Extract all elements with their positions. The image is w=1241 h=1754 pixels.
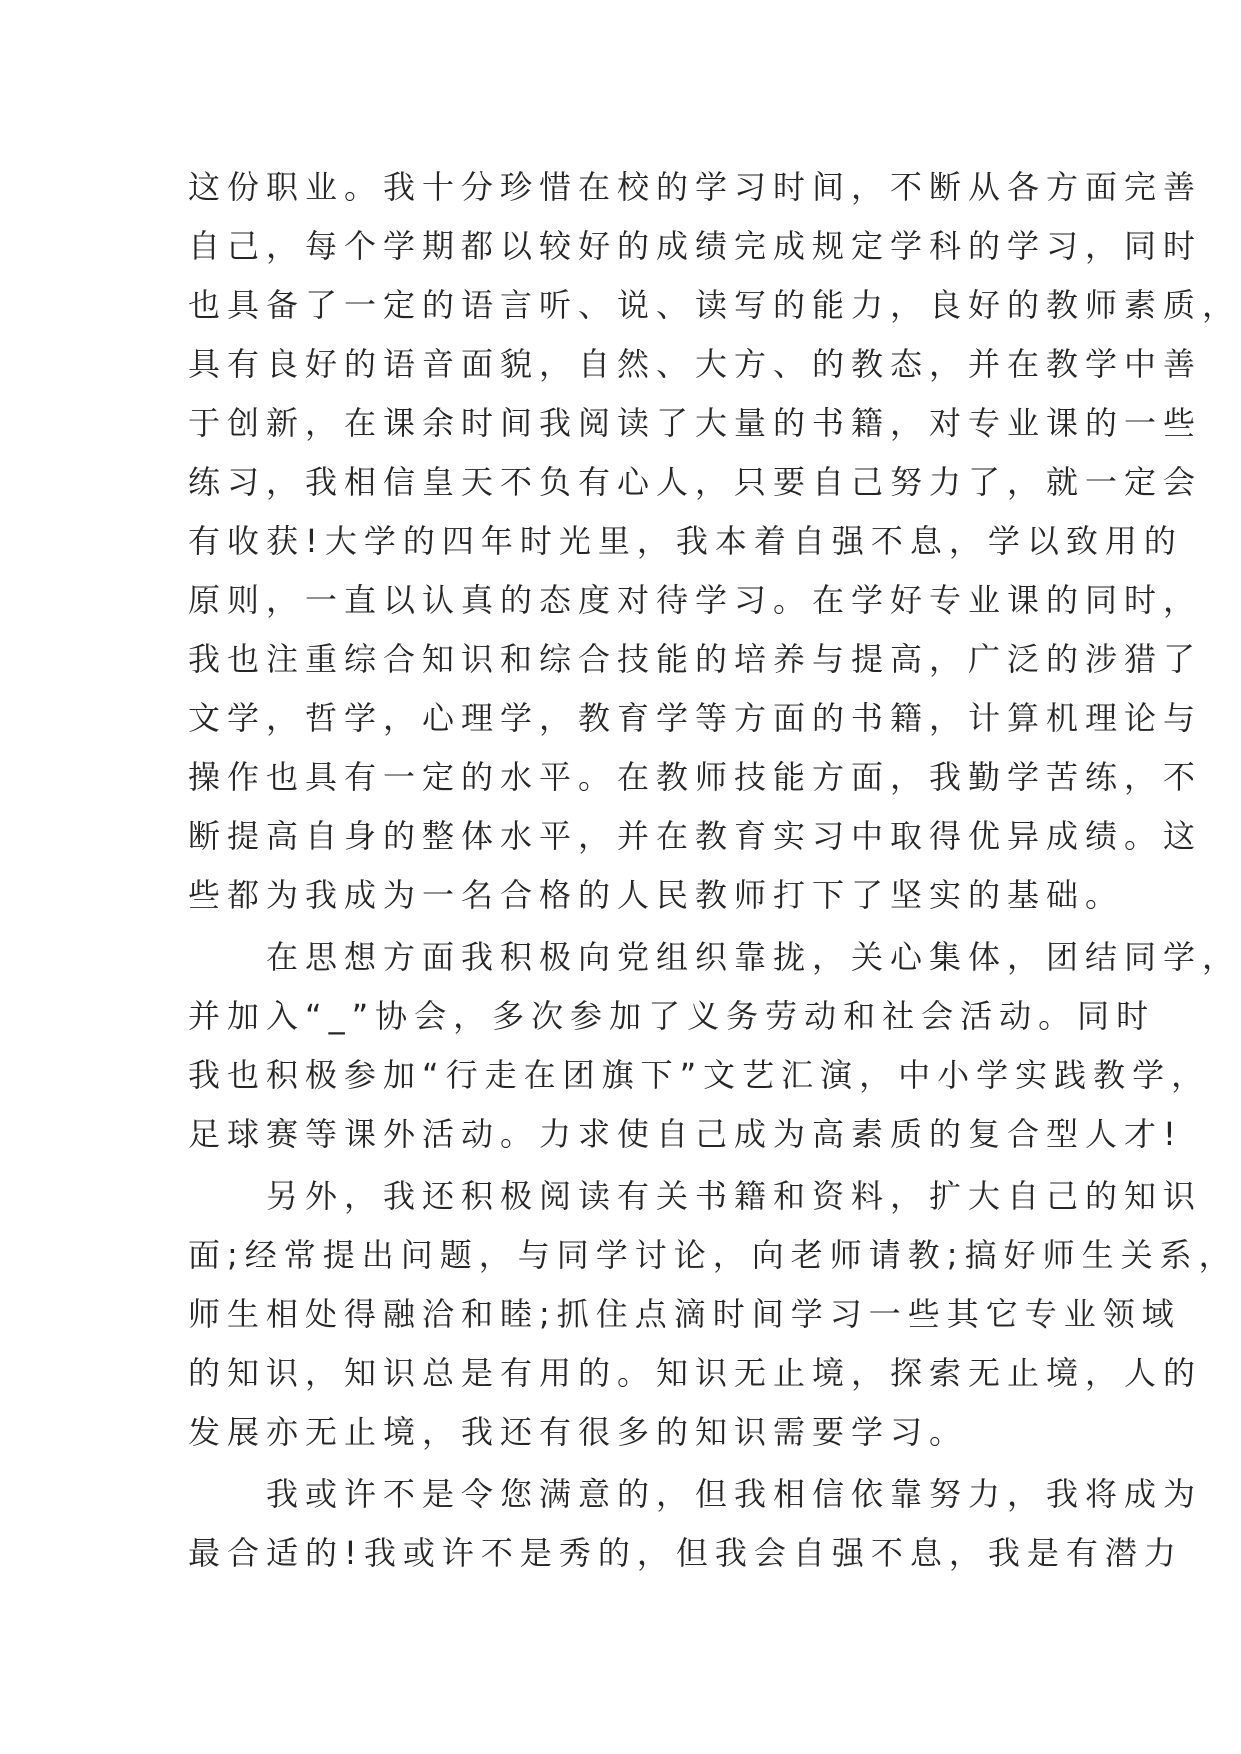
text-line: 操作也具有一定的水平。在教师技能方面，我勤学苦练，不 [188, 758, 1203, 796]
text-line: 原则，一直以认真的态度对待学习。在学好专业课的同时， [188, 581, 1203, 619]
text-line: 自己，每个学期都以较好的成绩完成规定学科的学习，同时 [188, 227, 1203, 265]
text-line: 最合适的!我或许不是秀的，但我会自强不息，我是有潜力 [188, 1534, 1183, 1572]
text-line: 师生相处得融洽和睦;抓住点滴时间学习一些其它专业领域 [188, 1295, 1181, 1333]
text-line: 面;经常提出问题，与同学讨论，向老师请教;搞好师生关系， [188, 1236, 1238, 1274]
text-line: 有收获!大学的四年时光里，我本着自强不息，学以致用的 [188, 522, 1183, 560]
text-line: 这份职业。我十分珍惜在校的学习时间，不断从各方面完善 [188, 168, 1203, 206]
text-line: 练习，我相信皇天不负有心人，只要自己努力了，就一定会 [188, 463, 1203, 501]
paragraph-4 [188, 1465, 1203, 1583]
text-line: 在思想方面我积极向党组织靠拢，关心集体，团结同学， [266, 938, 1241, 976]
text-line: 并加入“_”协会，多次参加了义务劳动和社会活动。同时 [188, 997, 1156, 1035]
text-line: 发展亦无止境，我还有很多的知识需要学习。 [188, 1413, 969, 1451]
text-line: 另外，我还积极阅读有关书籍和资料，扩大自己的知识 [266, 1177, 1203, 1215]
text-line: 些都为我成为一名合格的人民教师打下了坚实的基础。 [188, 876, 1125, 914]
text-line: 具有良好的语音面貌，自然、大方、的教态，并在教学中善 [188, 345, 1203, 383]
paragraph-1 [188, 158, 1241, 925]
text-line: 断提高自身的整体水平，并在教育实习中取得优异成绩。这 [188, 817, 1203, 855]
text-line: 我或许不是令您满意的，但我相信依靠努力，我将成为 [266, 1475, 1203, 1513]
text-line: 也具备了一定的语言听、说、读写的能力，良好的教师素质， [188, 286, 1241, 324]
text-line: 于创新，在课余时间我阅读了大量的书籍，对专业课的一些 [188, 404, 1203, 442]
text-line: 的知识，知识总是有用的。知识无止境，探索无止境，人的 [188, 1354, 1203, 1392]
document-body [188, 158, 1241, 1583]
text-line: 我也积极参加“行走在团旗下”文艺汇演，中小学实践教学， [188, 1056, 1211, 1094]
paragraph-2 [188, 928, 1241, 1164]
text-line: 我也注重综合知识和综合技能的培养与提高，广泛的涉猎了 [188, 640, 1203, 678]
paragraph-3 [188, 1167, 1238, 1462]
text-line: 足球赛等课外活动。力求使自己成为高素质的复合型人才! [188, 1115, 1183, 1153]
text-line: 文学，哲学，心理学，教育学等方面的书籍，计算机理论与 [188, 699, 1203, 737]
